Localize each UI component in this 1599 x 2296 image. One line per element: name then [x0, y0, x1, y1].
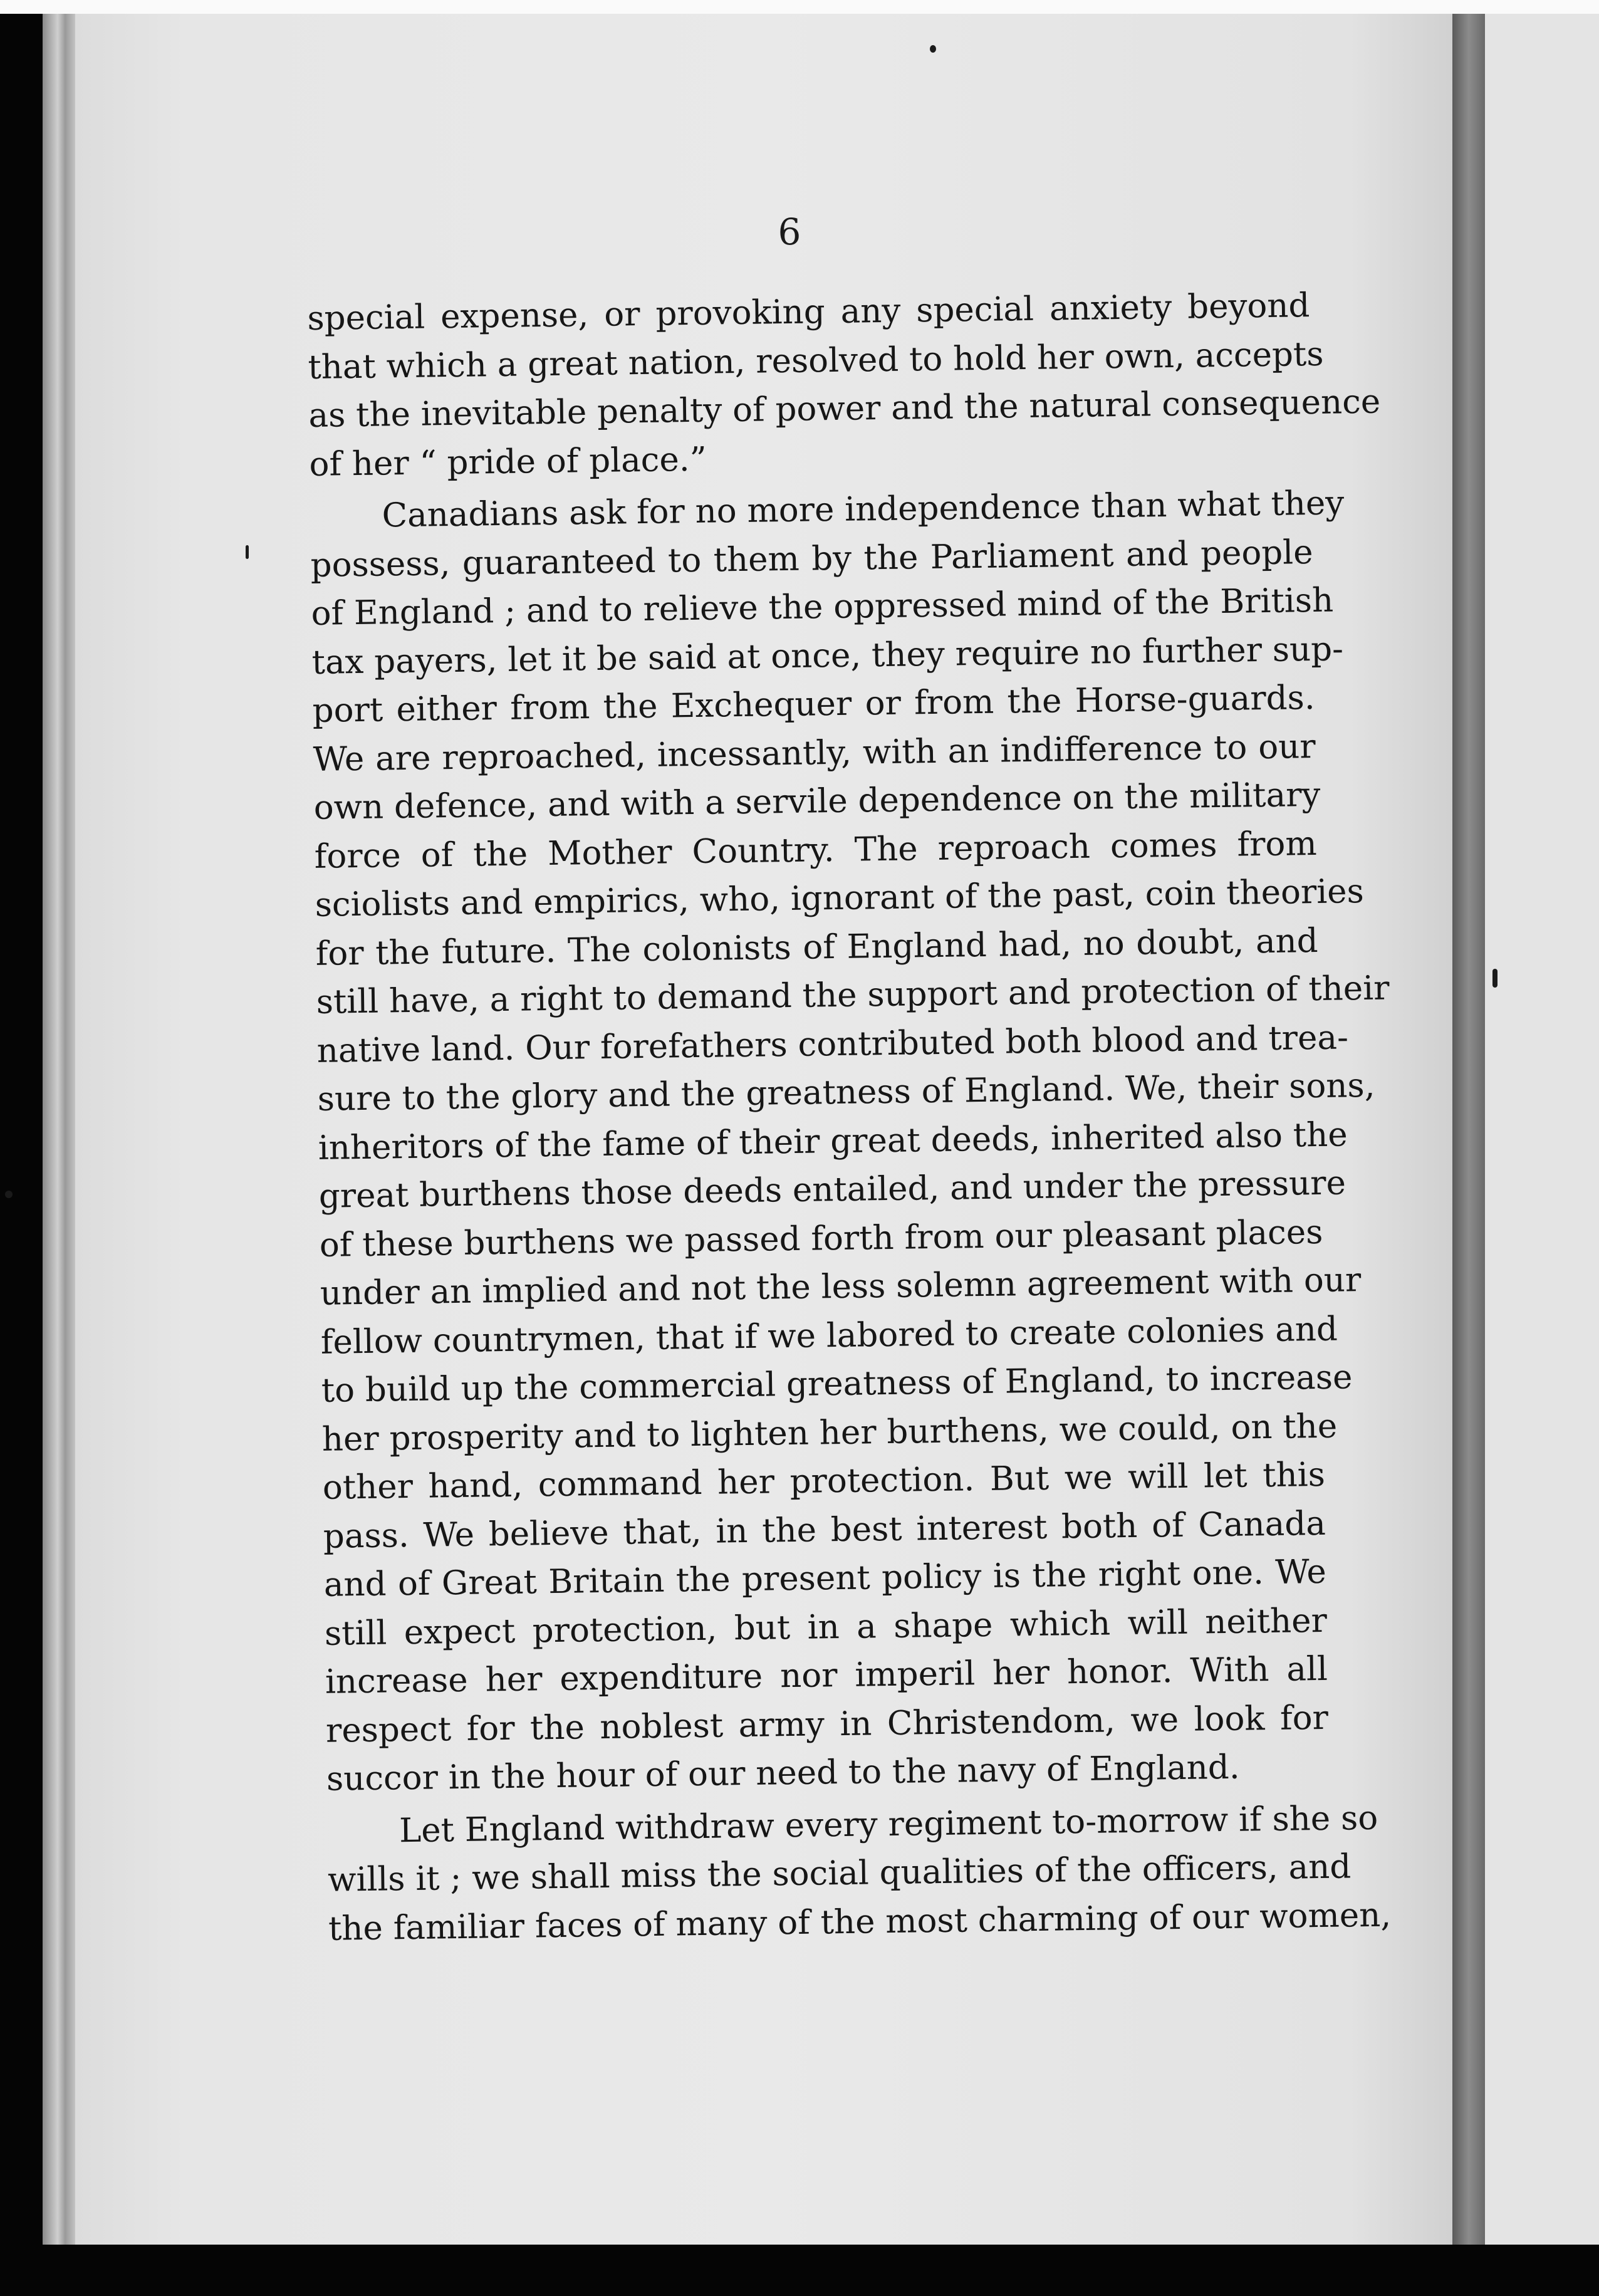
ink-speck — [1492, 969, 1497, 988]
text-line: Let England withdraw every regiment to-morrow if she so — [398, 1798, 1378, 1850]
ink-speck — [5, 1191, 13, 1198]
text-line: for the future. The colonists of England had, no doubt, and — [315, 921, 1319, 973]
text-line: the familiar faces of many of the most charming of our women, — [328, 1896, 1392, 1948]
text-line: wills it ; we shall miss the social qualities of the officers, and — [327, 1847, 1352, 1899]
text-line: of England ; and to relieve the oppressed mind of the British — [311, 581, 1334, 633]
text-line: tax payers, let it be said at once, they require no further sup- — [311, 629, 1344, 682]
ink-speck — [930, 45, 936, 53]
text-line: special expense, or provoking any special anxiety beyond — [307, 286, 1310, 338]
text-line: own defence, and with a servile dependence on the military — [313, 775, 1321, 827]
page-number: 6 — [778, 211, 801, 253]
text-line: that which a great nation, resolved to hold her own, accepts — [308, 335, 1324, 387]
text-line: sure to the glory and the greatness of England. We, their sons, — [317, 1066, 1375, 1119]
text-line: of these burthens we passed forth from our pleasant places — [319, 1213, 1323, 1265]
text-line: inheritors of the fame of their great deeds, inherited also the — [318, 1115, 1348, 1167]
text-line: force of the Mother Country. The reproach comes from — [314, 824, 1318, 876]
text-line: pass. We believe that, in the best interest both of Canada — [323, 1504, 1326, 1556]
text-line: great burthens those deeds entailed, and under the pressure — [318, 1164, 1346, 1216]
text-line: and of Great Britain the present policy is the right one. We — [323, 1552, 1327, 1604]
text-line: fellow countrymen, that if we labored to create colonies and — [320, 1310, 1338, 1362]
text-line: Canadians ask for no more independence than what they — [382, 484, 1345, 535]
page-stack-edge — [43, 14, 80, 2245]
text-line: We are reproached, incessantly, with an indifference to our — [313, 727, 1316, 779]
ink-speck — [246, 545, 249, 559]
text-line: possess, guaranteed to them by the Parliament and people — [310, 533, 1313, 585]
text-line: still have, a right to demand the support and protection of their — [316, 969, 1390, 1021]
text-line: sciolists and empirics, who, ignorant of the past, coin theories — [315, 872, 1365, 924]
text-line: under an implied and not the less solemn agreement with our — [320, 1261, 1362, 1313]
facing-page-edge — [1485, 14, 1599, 2245]
text-line: other hand, command her protection. But we will let this — [322, 1455, 1326, 1507]
text-line: port either from the Exchequer or from the Horse-guards. — [312, 679, 1315, 730]
text-line: succor in the hour of our need to the navy of England. — [326, 1748, 1241, 1798]
text-line: still expect protection, but in a shape which will neither — [324, 1601, 1328, 1653]
text-line: as the inevitable penalty of power and the natural consequence — [308, 382, 1381, 435]
book-gutter — [1452, 14, 1485, 2245]
paragraph-1 — [307, 281, 1381, 489]
text-line: increase her expenditure nor imperil her honor. With all — [325, 1649, 1328, 1701]
text-line: to build up the commercial greatness of England, to increase — [321, 1358, 1353, 1410]
text-line: her prosperity and to lighten her burthens, we could, on the — [321, 1407, 1338, 1459]
scan-bottom-edge — [0, 2245, 1599, 2296]
text-line: of her “ pride of place.” — [309, 440, 707, 484]
body-text — [307, 281, 1392, 1953]
text-line: native land. Our forefathers contributed both blood and trea- — [316, 1018, 1349, 1070]
text-line: respect for the noblest army in Christendom, we look for — [325, 1698, 1329, 1750]
scan-top-edge — [0, 0, 1599, 14]
paragraph-2 — [310, 479, 1390, 1803]
paragraph-3 — [327, 1794, 1392, 1953]
